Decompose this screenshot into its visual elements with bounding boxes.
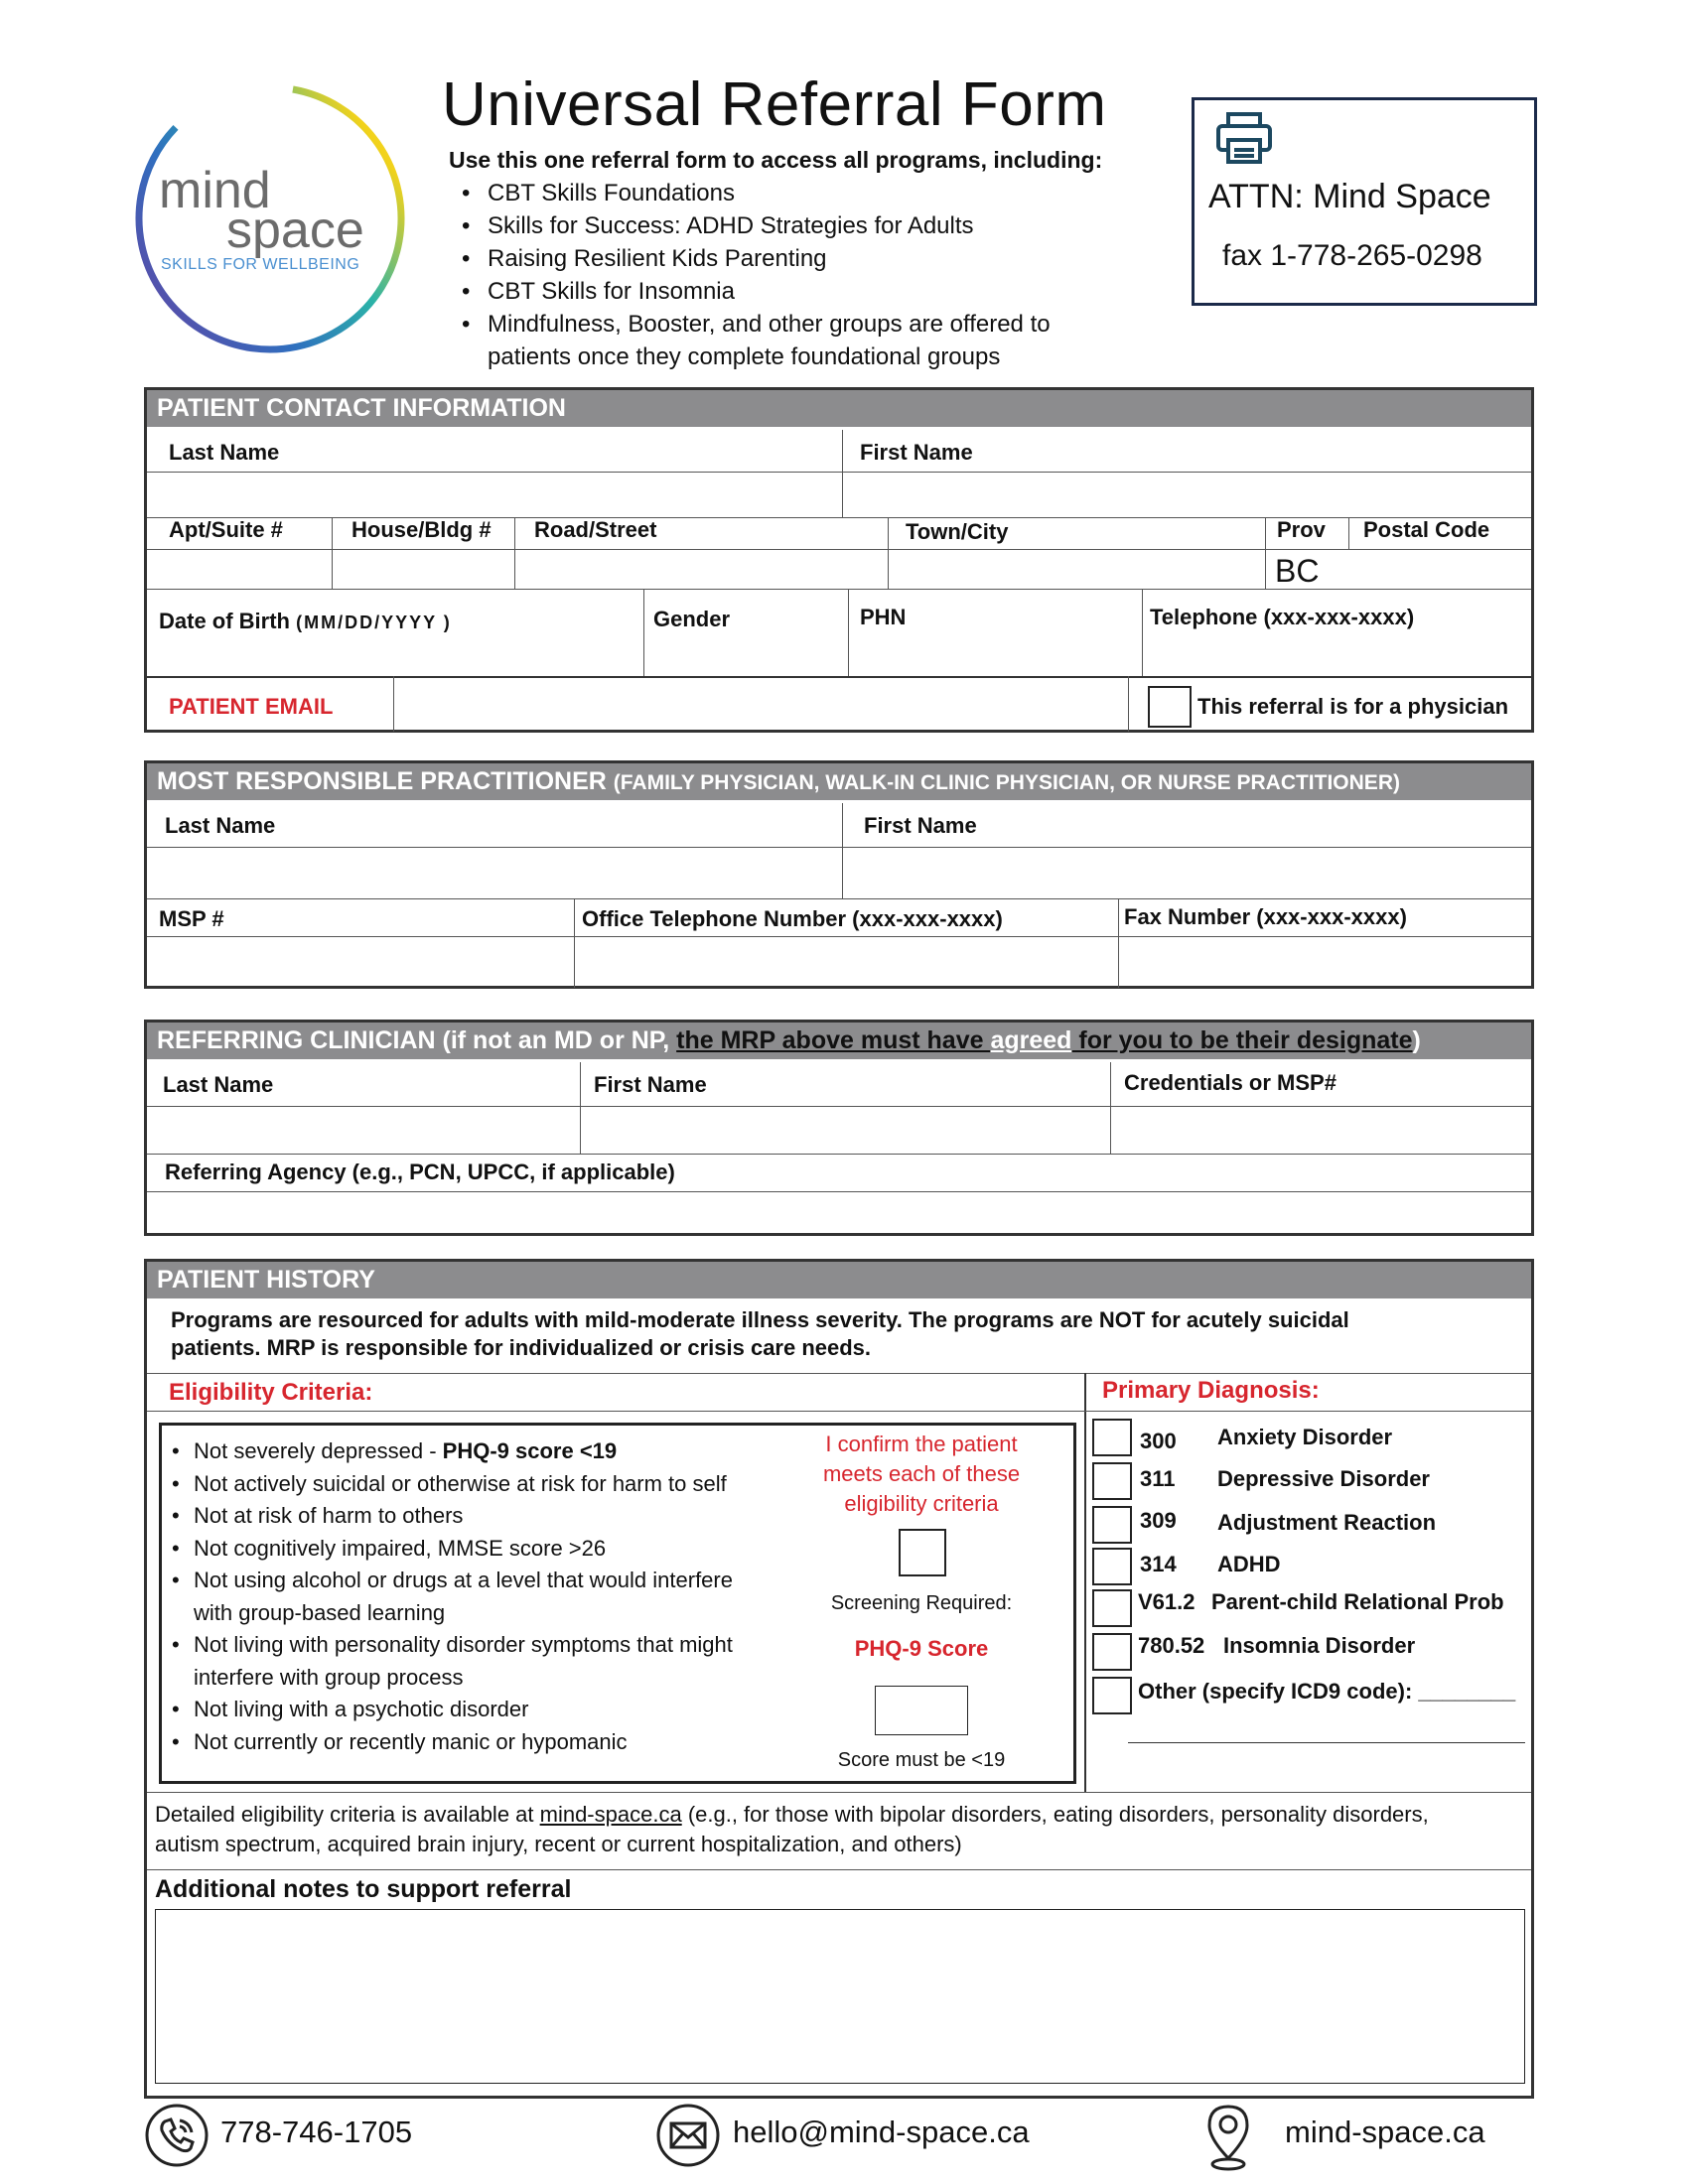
printer-icon xyxy=(1214,110,1274,171)
label-road: Road/Street xyxy=(534,517,657,542)
criteria-item: • Not currently or recently manic or hypomanic xyxy=(172,1726,787,1759)
gender-field[interactable] xyxy=(645,638,846,674)
prov-postal-field[interactable]: BC xyxy=(1275,553,1320,589)
notes-textarea[interactable] xyxy=(155,1909,1525,2084)
label-credentials: Credentials or MSP# xyxy=(1124,1070,1336,1095)
criteria-item: • Not at risk of harm to others xyxy=(172,1500,787,1533)
dx-name: ADHD xyxy=(1217,1552,1281,1576)
criteria-item: • Not living with a psychotic disorder xyxy=(172,1694,787,1726)
program-item: • Skills for Success: ADHD Strategies for Adults xyxy=(462,209,1051,242)
other-specify-line[interactable] xyxy=(1128,1742,1525,1743)
phq-score-field[interactable] xyxy=(875,1686,968,1735)
attn-name: ATTN: Mind Space xyxy=(1208,178,1491,215)
email-icon xyxy=(655,2103,721,2173)
program-item: patients once they complete foundational groups xyxy=(488,343,1001,370)
screening-label: Screening Required: xyxy=(830,1592,1013,1614)
label-mrp-last-name: Last Name xyxy=(165,813,276,838)
telephone-field[interactable] xyxy=(1144,638,1531,674)
dx-code: 300 xyxy=(1140,1429,1177,1453)
label-telephone: Telephone (xxx-xxx-xxxx) xyxy=(1150,605,1415,629)
ref-header-d: for you to be their designate xyxy=(1071,1026,1413,1054)
mrp-header-text: MOST RESPONSIBLE PRACTITIONER xyxy=(157,767,607,795)
confirm-text-1: I confirm the patient xyxy=(825,1432,1018,1456)
house-field[interactable] xyxy=(334,551,512,587)
physician-checkbox-label: This referral is for a physician xyxy=(1197,694,1509,719)
ref-header-b: the MRP above must have xyxy=(676,1026,991,1054)
dx-checkbox[interactable] xyxy=(1092,1677,1132,1714)
label-mrp-first-name: First Name xyxy=(864,813,977,838)
criteria-item: • Not cognitively impaired, MMSE score >26 xyxy=(172,1533,787,1566)
phone-icon xyxy=(144,2103,210,2173)
section-header xyxy=(147,1023,1531,1059)
office-phone-field[interactable] xyxy=(576,938,1116,986)
section-header: PATIENT CONTACT INFORMATION xyxy=(147,390,1531,427)
program-item: • Raising Resilient Kids Parenting xyxy=(462,242,1051,275)
dx-checkbox[interactable] xyxy=(1092,1589,1132,1627)
mrp-header-sub: (FAMILY PHYSICIAN, WALK-IN CLINIC PHYSICIAN, OR NURSE PRACTITIONER) xyxy=(613,771,1400,794)
detail-line-2: autism spectrum, acquired brain injury, recent or current hospitalization, and others) xyxy=(155,1832,962,1856)
footer-website[interactable]: mind-space.ca xyxy=(1285,2115,1485,2149)
attn-box xyxy=(1192,97,1537,306)
label-house: House/Bldg # xyxy=(352,517,492,542)
dx-name: Adjustment Reaction xyxy=(1217,1510,1437,1535)
criteria-item xyxy=(172,1435,787,1468)
location-pin-icon xyxy=(1203,2103,1253,2177)
dx-name: Depressive Disorder xyxy=(1217,1466,1430,1491)
ref-header-c: agreed xyxy=(990,1026,1072,1054)
history-section xyxy=(144,1259,1534,2099)
town-field[interactable] xyxy=(890,551,1263,587)
ref-last-name-field[interactable] xyxy=(149,1108,578,1152)
program-item: • Mindfulness, Booster, and other groups are offered to xyxy=(462,308,1051,341)
eligibility-box xyxy=(159,1423,1076,1784)
last-name-field[interactable] xyxy=(149,474,840,515)
label-dob xyxy=(159,609,452,634)
label-gender: Gender xyxy=(653,607,731,631)
msp-field[interactable] xyxy=(149,938,572,986)
patient-section xyxy=(144,387,1534,733)
program-item: • CBT Skills for Insomnia xyxy=(462,275,1051,308)
dx-checkbox[interactable] xyxy=(1092,1506,1132,1544)
program-list xyxy=(462,177,1051,373)
criteria-text: Not severely depressed - xyxy=(194,1438,443,1463)
dob-label-text: Date of Birth xyxy=(159,609,290,633)
mrp-first-name-field[interactable] xyxy=(844,849,1531,896)
criteria-item: • Not living with personality disorder symptoms that might interfere with group process xyxy=(172,1629,750,1694)
dx-checkbox[interactable] xyxy=(1092,1419,1132,1456)
footer-email[interactable]: hello@mind-space.ca xyxy=(733,2115,1030,2149)
ref-first-name-field[interactable] xyxy=(582,1108,1108,1152)
notice-line-2: patients. MRP is responsible for individualized or crisis care needs. xyxy=(171,1335,872,1360)
ref-header-e: ) xyxy=(1412,1026,1421,1054)
logo-text-space: space xyxy=(226,202,364,259)
section-header: PATIENT HISTORY xyxy=(147,1262,1531,1298)
logo-text-mind: mind xyxy=(159,162,271,219)
label-mrp-fax: Fax Number (xxx-xxx-xxxx) xyxy=(1124,904,1407,929)
dx-code: 311 xyxy=(1140,1466,1176,1491)
dx-code: V61.2 xyxy=(1138,1589,1196,1614)
label-ref-last-name: Last Name xyxy=(163,1072,274,1097)
dx-name: Parent-child Relational Prob xyxy=(1211,1589,1504,1614)
detail-text: Detailed eligibility criteria is available at xyxy=(155,1802,540,1827)
label-email: PATIENT EMAIL xyxy=(169,694,334,719)
first-name-field[interactable] xyxy=(844,474,1531,515)
label-msp: MSP # xyxy=(159,906,224,931)
dx-code: 314 xyxy=(1140,1552,1177,1576)
mrp-last-name-field[interactable] xyxy=(149,849,840,896)
email-field[interactable] xyxy=(395,678,1126,730)
dx-name: Other (specify ICD9 code): ________ xyxy=(1138,1679,1516,1704)
dx-name: Insomnia Disorder xyxy=(1223,1633,1416,1658)
label-postal: Postal Code xyxy=(1363,517,1490,542)
label-agency: Referring Agency (e.g., PCN, UPCC, if applicable) xyxy=(165,1160,675,1184)
intro-text: Use this one referral form to access all programs, including: xyxy=(449,147,1103,173)
label-town: Town/City xyxy=(906,519,1009,544)
label-first-name: First Name xyxy=(860,440,973,465)
attn-fax: fax 1-778-265-0298 xyxy=(1222,239,1482,272)
credentials-field[interactable] xyxy=(1112,1108,1531,1152)
dx-checkbox[interactable] xyxy=(1092,1633,1132,1671)
detail-link[interactable]: mind-space.ca xyxy=(539,1802,682,1827)
logo xyxy=(131,79,409,357)
label-prov: Prov xyxy=(1277,517,1326,542)
detail-line-1 xyxy=(155,1802,1429,1828)
confirm-checkbox[interactable] xyxy=(899,1529,946,1576)
road-field[interactable] xyxy=(516,551,886,587)
criteria-item: • Not using alcohol or drugs at a level that would interfere with group-based learning xyxy=(172,1565,750,1629)
eligibility-title: Eligibility Criteria: xyxy=(169,1379,373,1406)
notes-label: Additional notes to support referral xyxy=(155,1875,572,1903)
dx-name: Anxiety Disorder xyxy=(1217,1425,1393,1449)
criteria-item: • Not actively suicidal or otherwise at risk for harm to self xyxy=(172,1468,787,1501)
phn-field[interactable] xyxy=(850,638,1140,674)
label-last-name: Last Name xyxy=(169,440,280,465)
mrp-section xyxy=(144,760,1534,989)
eligibility-list xyxy=(172,1435,787,1758)
mrp-fax-field[interactable] xyxy=(1120,938,1531,986)
apt-field[interactable] xyxy=(149,551,330,587)
program-item: • CBT Skills Foundations xyxy=(462,177,1051,209)
label-apt: Apt/Suite # xyxy=(169,517,283,542)
dx-checkbox[interactable] xyxy=(1092,1548,1132,1585)
section-header xyxy=(147,763,1531,800)
dx-checkbox[interactable] xyxy=(1092,1462,1132,1500)
label-phn: PHN xyxy=(860,605,907,629)
criteria-bold: PHQ-9 score <19 xyxy=(442,1438,618,1463)
label-ref-first-name: First Name xyxy=(594,1072,707,1097)
score-note: Score must be <19 xyxy=(837,1749,1006,1771)
physician-checkbox[interactable] xyxy=(1148,686,1192,728)
detail-text: (e.g., for those with bipolar disorders, eating disorders, personality disorders, xyxy=(681,1802,1429,1827)
notice-line-1: Programs are resourced for adults with mild-moderate illness severity. The programs are NOT for acutely suicidal xyxy=(171,1307,1349,1332)
confirm-text-2: meets each of these xyxy=(822,1461,1021,1486)
footer-phone[interactable]: 778-746-1705 xyxy=(220,2115,413,2149)
dx-code: 309 xyxy=(1140,1508,1177,1533)
confirm-text-3: eligibility criteria xyxy=(844,1491,999,1516)
referring-section xyxy=(144,1020,1534,1236)
form-title: Universal Referral Form xyxy=(442,70,1107,139)
logo-tagline: SKILLS FOR WELLBEING xyxy=(161,256,360,273)
label-office-phone: Office Telephone Number (xxx-xxx-xxxx) xyxy=(582,906,1003,931)
dx-code: 780.52 xyxy=(1138,1633,1205,1658)
diagnosis-title: Primary Diagnosis: xyxy=(1102,1377,1320,1404)
ref-header-a: REFERRING CLINICIAN (if not an MD or NP, xyxy=(157,1026,677,1054)
dob-format: (MM/DD/YYYY ) xyxy=(296,613,452,632)
agency-field[interactable] xyxy=(149,1193,1531,1233)
phq-label: PHQ-9 Score xyxy=(854,1636,989,1661)
dob-field[interactable] xyxy=(149,638,641,674)
